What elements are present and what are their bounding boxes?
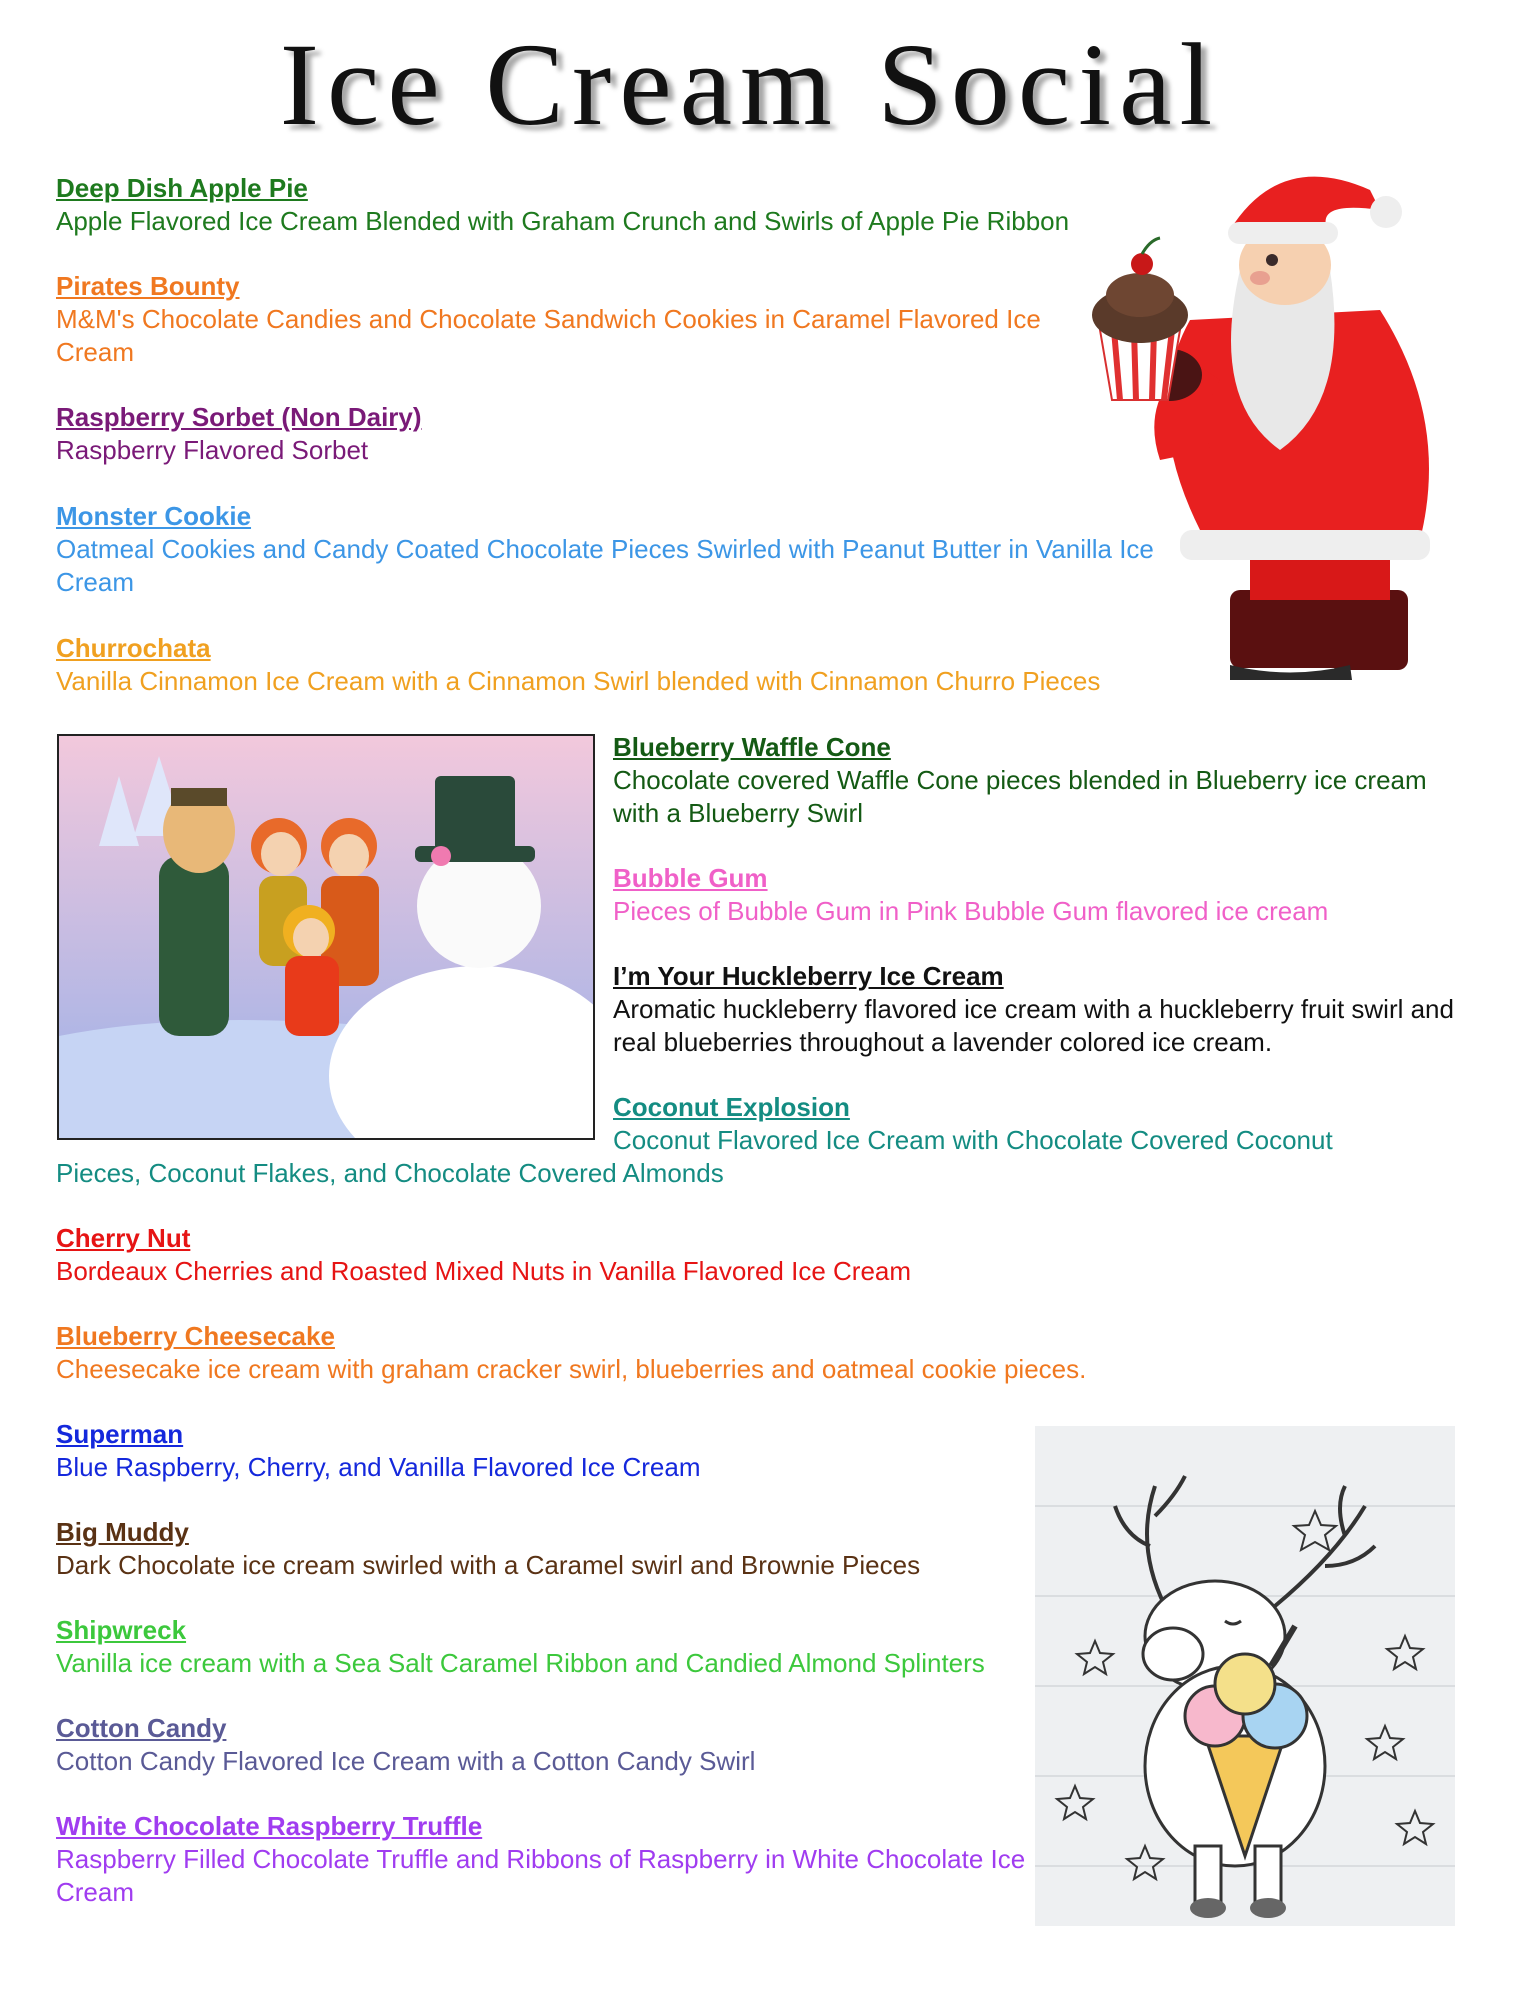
flavor-name: Shipwreck bbox=[56, 1615, 187, 1645]
flavor-name: Cherry Nut bbox=[56, 1223, 191, 1253]
flavor-item-blueberry-waffle-cone bbox=[613, 731, 1453, 830]
flavor-description: Coconut Flavored Ice Cream with Chocolate Covered Coconut bbox=[613, 1125, 1333, 1155]
flavor-name: Coconut Explosion bbox=[613, 1092, 850, 1122]
flavor-description-continued: Pieces, Coconut Flakes, and Chocolate Covered Almonds bbox=[56, 1158, 724, 1188]
flavor-description: Pieces of Bubble Gum in Pink Bubble Gum flavored ice cream bbox=[613, 896, 1329, 926]
snowman-scene-icon bbox=[59, 736, 593, 1138]
flavor-name: Blueberry Waffle Cone bbox=[613, 732, 891, 762]
flavor-description: Apple Flavored Ice Cream Blended with Graham Crunch and Swirls of Apple Pie Ribbon bbox=[56, 206, 1070, 236]
flavor-description: Raspberry Flavored Sorbet bbox=[56, 435, 369, 465]
flavor-item-raspberry-sorbet bbox=[56, 401, 1116, 467]
flavor-description: Cotton Candy Flavored Ice Cream with a Cotton Candy Swirl bbox=[56, 1746, 756, 1776]
flavor-description: Bordeaux Cherries and Roasted Mixed Nuts in Vanilla Flavored Ice Cream bbox=[56, 1256, 912, 1286]
flavor-description: Aromatic huckleberry flavored ice cream with a huckleberry fruit swirl and real blueberries throughout a lavender colored ice cream. bbox=[613, 994, 1454, 1057]
flavor-name: I’m Your Huckleberry Ice Cream bbox=[613, 961, 1004, 991]
flavor-item-superman bbox=[56, 1418, 1016, 1484]
reindeer-icon bbox=[1035, 1426, 1455, 1926]
flavor-description: Vanilla Cinnamon Ice Cream with a Cinnamon Swirl blended with Cinnamon Churro Pieces bbox=[56, 666, 1101, 696]
flavor-name: Bubble Gum bbox=[613, 863, 768, 893]
flavor-name: Deep Dish Apple Pie bbox=[56, 173, 308, 203]
flavor-item-blueberry-cheesecake bbox=[56, 1320, 1296, 1386]
flavor-name: Raspberry Sorbet (Non Dairy) bbox=[56, 402, 422, 432]
flavor-item-deep-dish-apple-pie bbox=[56, 172, 1216, 238]
flavor-name: Blueberry Cheesecake bbox=[56, 1321, 335, 1351]
flavor-item-churrochata bbox=[56, 632, 1236, 698]
santa-icon bbox=[1080, 160, 1460, 720]
flavor-item-cherry-nut bbox=[56, 1222, 1256, 1288]
flavor-description: Blue Raspberry, Cherry, and Vanilla Flavored Ice Cream bbox=[56, 1452, 701, 1482]
flavor-item-white-chocolate-raspberry-truffle bbox=[56, 1810, 1096, 1909]
flavor-name: Cotton Candy bbox=[56, 1713, 227, 1743]
flavor-item-huckleberry bbox=[613, 960, 1493, 1059]
flavor-item-coconut-explosion bbox=[613, 1091, 1493, 1157]
page-title: Ice Cream Social bbox=[279, 19, 1221, 150]
flavor-description: Dark Chocolate ice cream swirled with a Caramel swirl and Brownie Pieces bbox=[56, 1550, 921, 1580]
snowman-scene-image bbox=[57, 734, 595, 1140]
flavor-item-bubble-gum bbox=[613, 862, 1473, 928]
flavor-name: White Chocolate Raspberry Truffle bbox=[56, 1811, 483, 1841]
flavor-name: Monster Cookie bbox=[56, 501, 252, 531]
flavor-item-cotton-candy bbox=[56, 1712, 1016, 1778]
flavor-item-pirates-bounty bbox=[56, 270, 1116, 369]
flavor-description: Oatmeal Cookies and Candy Coated Chocolate Pieces Swirled with Peanut Butter in Vanilla Ice Cream bbox=[56, 534, 1154, 597]
santa-illustration bbox=[1080, 160, 1460, 720]
flavor-name: Pirates Bounty bbox=[56, 271, 240, 301]
flavor-description: Vanilla ice cream with a Sea Salt Caramel Ribbon and Candied Almond Splinters bbox=[56, 1648, 985, 1678]
flavor-description: Raspberry Filled Chocolate Truffle and Ribbons of Raspberry in White Chocolate Ice Cream bbox=[56, 1844, 1026, 1907]
flavor-name: Big Muddy bbox=[56, 1517, 189, 1547]
flavor-description: Chocolate covered Waffle Cone pieces blended in Blueberry ice cream with a Blueberry Swirl bbox=[613, 765, 1427, 828]
flavor-item-shipwreck bbox=[56, 1614, 1136, 1680]
flavor-item-monster-cookie bbox=[56, 500, 1236, 599]
flavor-name: Churrochata bbox=[56, 633, 211, 663]
flavor-description: M&M's Chocolate Candies and Chocolate Sandwich Cookies in Caramel Flavored Ice Cream bbox=[56, 304, 1041, 367]
flavor-item-big-muddy bbox=[56, 1516, 1016, 1582]
reindeer-ice-cream-image bbox=[1035, 1426, 1455, 1926]
flavor-description: Cheesecake ice cream with graham cracker swirl, blueberries and oatmeal cookie pieces. bbox=[56, 1354, 1087, 1384]
flavor-name: Superman bbox=[56, 1419, 184, 1449]
